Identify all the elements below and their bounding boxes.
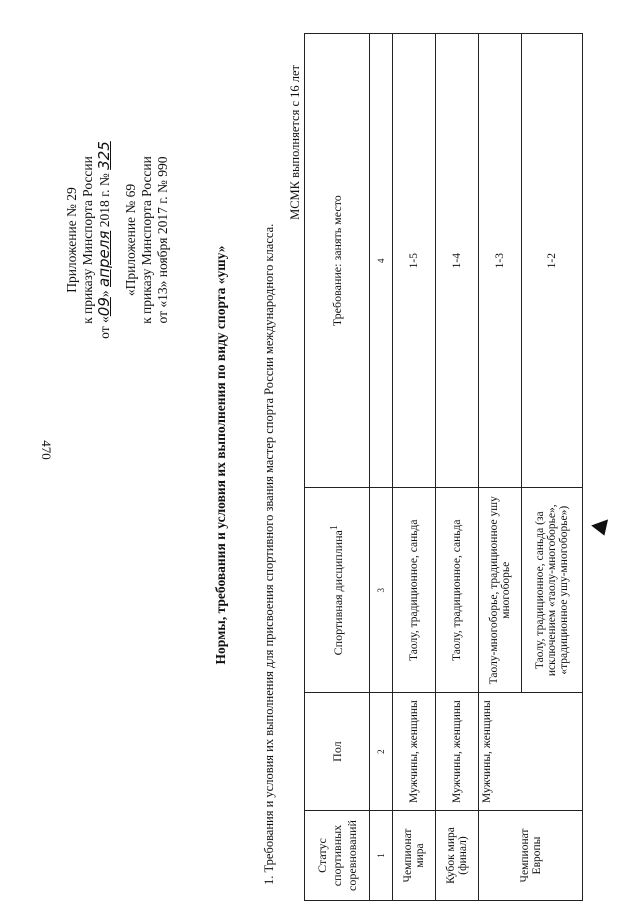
- column-number: 4: [370, 34, 393, 488]
- cell-discipline: Таолу, традиционное, саньда: [436, 488, 479, 693]
- appendix-month: апреля: [95, 230, 113, 287]
- appendix-day: 09: [95, 297, 113, 317]
- page-number: 470: [39, 440, 54, 460]
- prev-appendix-line3: от «13» ноября 2017 г. № 990: [155, 156, 170, 324]
- prev-appendix-line1: «Приложение № 69: [123, 183, 138, 297]
- column-number: 2: [370, 693, 393, 811]
- appendix-year: 2018 г. №: [97, 173, 112, 228]
- cell-place: 1-3: [479, 34, 522, 488]
- cell-place: 1-5: [393, 34, 436, 488]
- table-row: [393, 34, 436, 901]
- appendix-date-mid: »: [97, 290, 112, 298]
- cell-sex: Мужчины, женщины: [479, 693, 583, 811]
- section-heading: 1. Требования и условия их выполнения для присвоения спортивного звания мастер спорта России международного класса.: [262, 223, 276, 885]
- cell-discipline: Таолу, традиционное, саньда: [393, 488, 436, 693]
- cell-status: Чемпионат Европы: [479, 811, 583, 901]
- header-sex: Пол: [305, 693, 370, 811]
- cell-status: Чемпионат мира: [393, 811, 436, 901]
- header-requirement: Требование: занять место: [305, 34, 370, 488]
- appendix-block: [64, 120, 171, 360]
- prev-appendix-line2: к приказу Минспорта России: [139, 156, 154, 324]
- document-title: Нормы, требования и условия их выполнения по виду спорта «ушу»: [213, 245, 228, 665]
- column-number: 3: [370, 488, 393, 693]
- appendix-line1: Приложение № 29: [64, 187, 79, 293]
- column-number-row: [370, 34, 393, 901]
- table-row: [479, 34, 522, 901]
- appendix-number: 325: [95, 141, 113, 170]
- norms-table: [304, 33, 583, 901]
- header-discipline-text: Спортивная дисциплина: [330, 530, 345, 656]
- table-header-row: [305, 34, 370, 901]
- table-row: [436, 34, 479, 901]
- cell-status: Кубок мира (финал): [436, 811, 479, 901]
- cell-sex: Мужчины, женщины: [393, 693, 436, 811]
- cell-place: 1-4: [436, 34, 479, 488]
- cell-sex: Мужчины, женщины: [436, 693, 479, 811]
- appendix-date-prefix: от «: [97, 316, 112, 339]
- appendix-line2: к приказу Минспорта России: [80, 156, 95, 324]
- column-number: 1: [370, 811, 393, 901]
- cell-discipline: Таолу, традиционное, саньда (за исключением «таолу-многоборье», «традиционное ушу-многоборье»): [522, 488, 583, 693]
- header-discipline: [305, 488, 370, 693]
- header-status: Статус спортивных соревнований: [305, 811, 370, 901]
- previous-appendix-block: [123, 120, 171, 360]
- footnote-marker: 1: [328, 525, 340, 531]
- cell-discipline: Таолу-многоборье, традиционное ушу многоборье: [479, 488, 522, 693]
- cell-place: 1-2: [522, 34, 583, 488]
- appendix-line3: [96, 120, 113, 360]
- msmk-age-note: МСМК выполняется с 16 лет: [288, 65, 302, 220]
